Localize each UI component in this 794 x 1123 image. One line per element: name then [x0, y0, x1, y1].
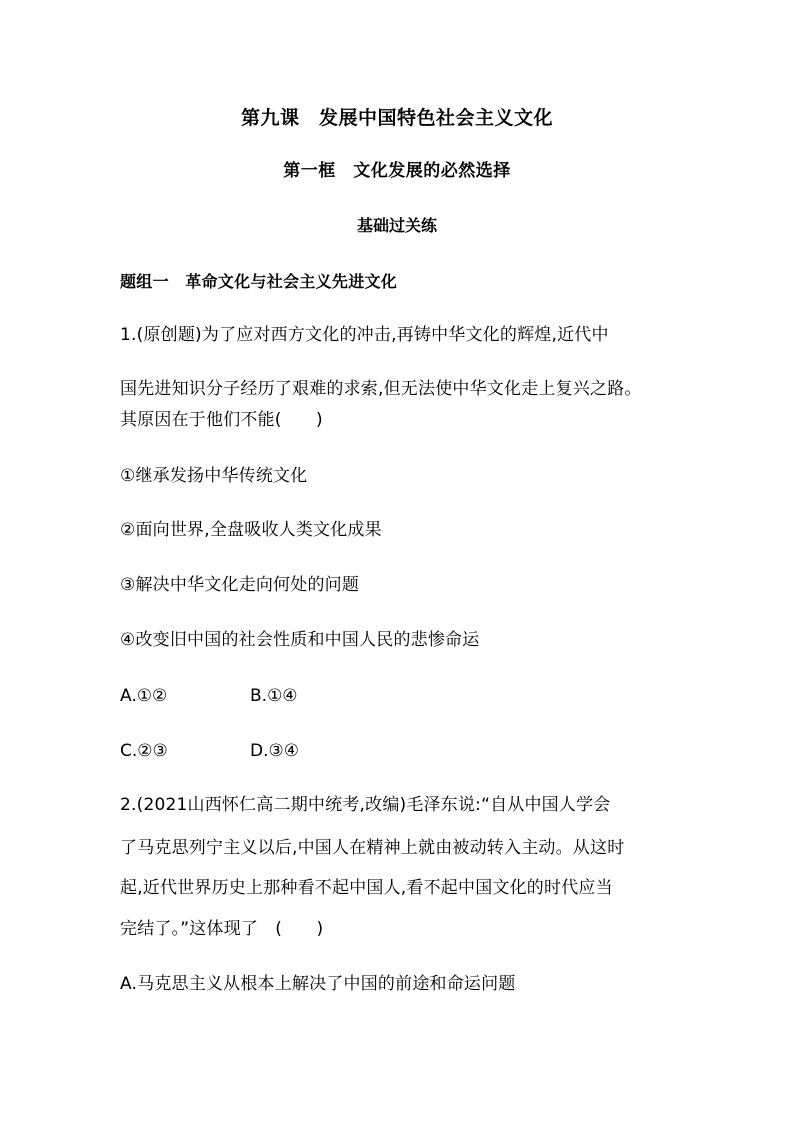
question1-statement-3: ③解决中华文化走向何处的问题 [120, 575, 360, 595]
lesson-title: 第九课 发展中国特色社会主义文化 [240, 107, 553, 129]
question2-stem-line4: 完结了。”这体现了 ( ) [120, 919, 324, 939]
question1-stem-line2: 国先进知识分子经历了艰难的求索,但无法使中华文化走上复兴之路。 [120, 379, 642, 399]
question1-stem-line3: 其原因在于他们不能( ) [120, 410, 323, 430]
question2-stem-line1: 2.(2021山西怀仁高二期中统考,改编)毛泽东说:“自从中国人学会 [120, 795, 611, 815]
section-title: 第一框 文化发展的必然选择 [283, 161, 511, 181]
question1-statement-4: ④改变旧中国的社会性质和中国人民的悲惨命运 [120, 630, 480, 650]
question2-stem-line2: 了马克思列宁主义以后,中国人在精神上就由被动转入主动。从这时 [120, 838, 625, 858]
question1-stem-line1: 1.(原创题)为了应对西方文化的冲击,再铸中华文化的辉煌,近代中 [120, 325, 609, 345]
question1-option-c: C.②③ [120, 741, 168, 761]
question-group-heading: 题组一 革命文化与社会主义先进文化 [120, 272, 398, 291]
question1-option-a: A.①② [120, 686, 168, 706]
question1-statement-1: ①继承发扬中华传统文化 [120, 466, 308, 486]
question2-option-a: A.马克思主义从根本上解决了中国的前途和命运问题 [120, 974, 516, 994]
question1-option-b: B.①④ [250, 686, 298, 706]
exercise-type-heading: 基础过关练 [356, 216, 437, 235]
question1-option-d: D.③④ [250, 741, 299, 761]
question2-stem-line3: 起,近代世界历史上那种看不起中国人,看不起中国文化的时代应当 [120, 878, 613, 898]
question1-statement-2: ②面向世界,全盘吸收人类文化成果 [120, 520, 382, 540]
